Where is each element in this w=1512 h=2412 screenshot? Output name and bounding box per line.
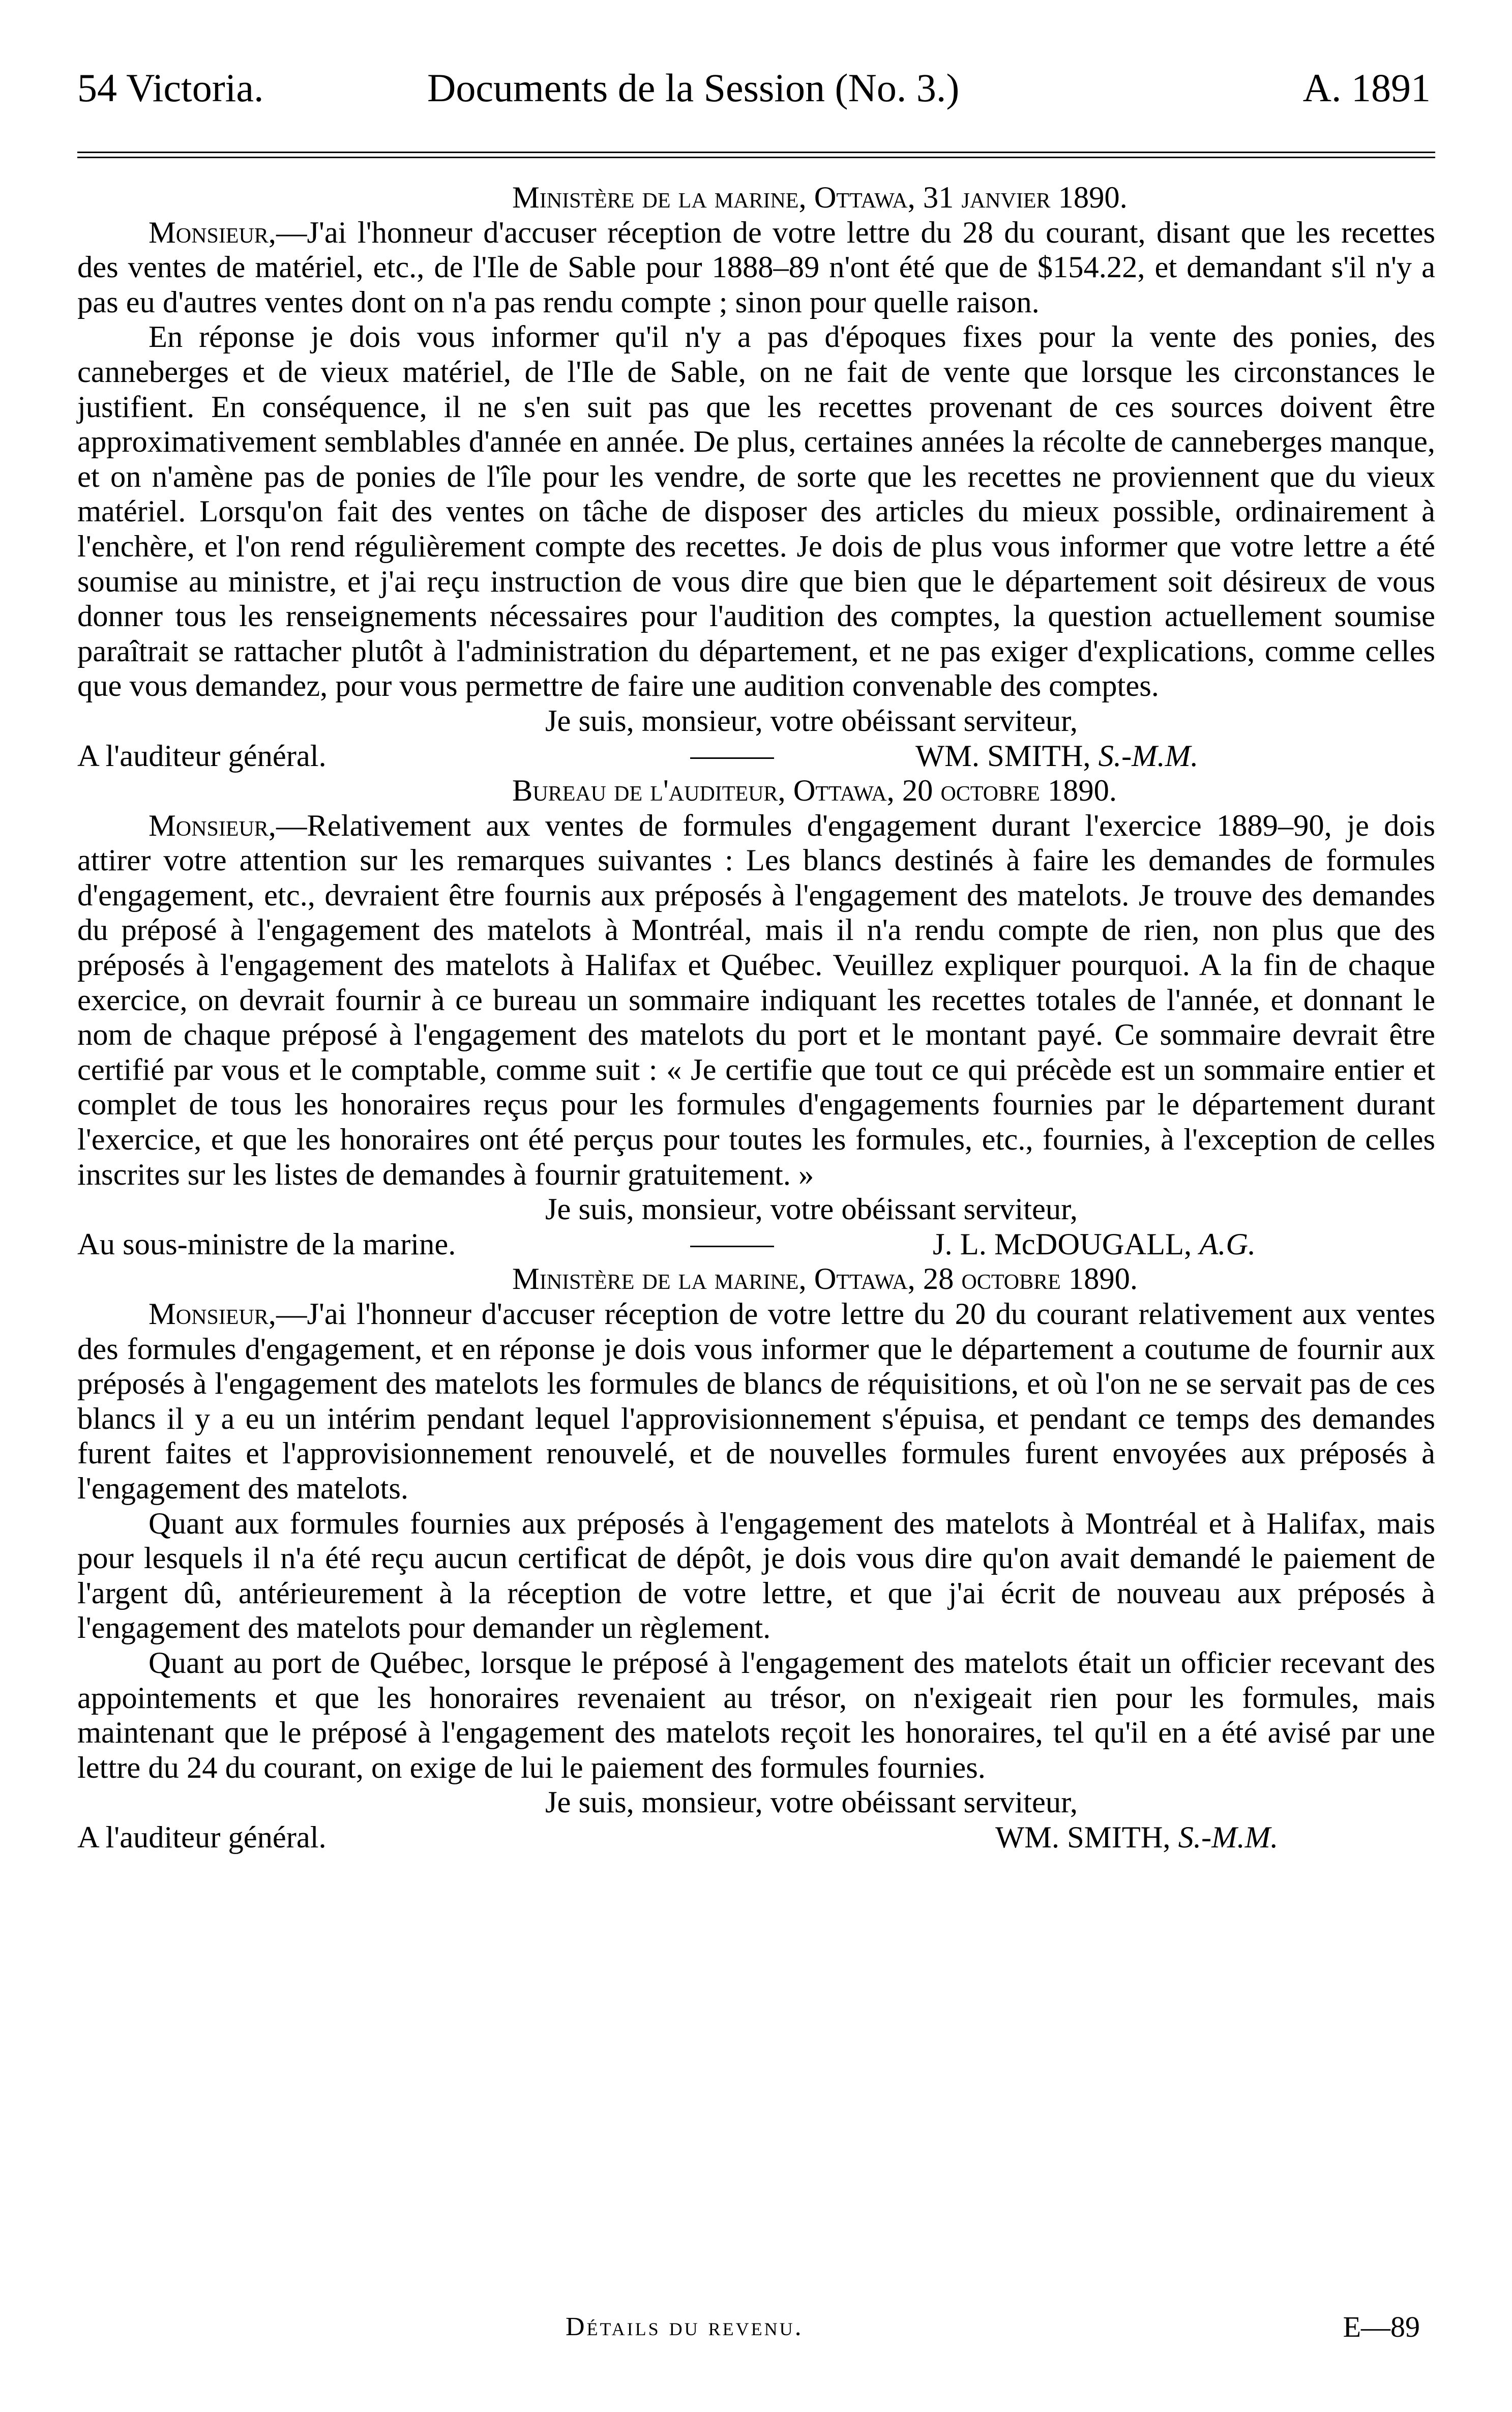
- letter1-separator-dash: [690, 757, 774, 759]
- letter1-salutation: Monsieur,: [149, 215, 276, 250]
- letter1-signature: [915, 739, 1198, 774]
- letter2-signer: J. L. McDOUGALL,: [933, 1227, 1192, 1261]
- letter1-signer-title: S.-M.M.: [1098, 739, 1199, 773]
- letter1-closing: Je suis, monsieur, votre obéissant serviteur,: [545, 703, 1078, 738]
- letter3-p1-text: —J'ai l'honneur d'accuser réception de votre lettre du 20 du courant relativement aux ventes des formules d'engagement, et en réponse je dois vous informer que le département a coutume de fournir aux préposés à l'engagement des matelots les formules de blancs de réquisitions, et où l'on ne se servait pas de ces blancs il y a eu un intérim pendant lequel l'approvisionnement s'épuisa, et pendant ce temps des demandes furent faites et l'approvisionnement renouvelé, et de nouvelles formules furent envoyées aux préposés à l'engagement des matelots.: [77, 1297, 1435, 1506]
- letter3-addressee: A l'auditeur général.: [77, 1820, 327, 1855]
- letter3-salutation: Monsieur,: [149, 1297, 276, 1331]
- header-rule-top: [77, 152, 1435, 153]
- header-year: A. 1891: [1302, 66, 1431, 110]
- letter1-addressee: A l'auditeur général.: [77, 739, 327, 773]
- letter2-signature: [933, 1227, 1256, 1262]
- letter2-dateline: Bureau de l'auditeur, Ottawa, 20 octobre 1890.: [512, 774, 1117, 808]
- letter2-signature-line: [77, 1227, 1435, 1262]
- letter3-closing: Je suis, monsieur, votre obéissant serviteur,: [545, 1785, 1078, 1820]
- header-session-year: 54 Victoria.: [77, 66, 264, 110]
- page-footer: [77, 2309, 1435, 2345]
- letter3-signature-line: [77, 1820, 1435, 1856]
- letter1-paragraph-1: [77, 216, 1435, 320]
- letter3-signer-title: S.-M.M.: [1178, 1820, 1279, 1855]
- letter2-signer-title: A.G.: [1199, 1227, 1256, 1261]
- letter3-paragraph-2: Quant aux formules fournies aux préposés à l'engagement des matelots à Montréal et à Halifax, mais pour lesquels il n'a été reçu aucun certificat de dépôt, je dois vous dire qu'on avait demandé le paiement de l'argent dû, antérieurement à la réception de votre lettre, et que j'ai écrit de nouveau aux préposés à l'engagement des matelots pour demander un règlement.: [77, 1506, 1435, 1645]
- letter3-signature: [995, 1820, 1278, 1856]
- footer-page-number: E—89: [1343, 2310, 1420, 2343]
- letter3-signer: WM. SMITH,: [995, 1820, 1171, 1855]
- document-body: [77, 181, 1435, 1856]
- letter3-paragraph-1: [77, 1297, 1435, 1507]
- header-document-title: Documents de la Session (No. 3.): [427, 66, 960, 110]
- letter2-salutation: Monsieur,: [149, 808, 276, 843]
- letter1-signature-line: [77, 739, 1435, 774]
- letter2-addressee: Au sous-ministre de la marine.: [77, 1227, 456, 1261]
- letter1-p1-text: —J'ai l'honneur d'accuser réception de votre lettre du 28 du courant, disant que les recettes des ventes de matériel, etc., de l'Ile de Sable pour 1888–89 n'ont été que de $154.22, et demandant s'il n'y a pas eu d'autres ventes dont on n'a pas rendu compte ; sinon pour quelle raison.: [77, 215, 1435, 319]
- footer-section-title: Détails du revenu.: [566, 2312, 804, 2341]
- letter2-separator-dash: [690, 1246, 774, 1247]
- letter1-dateline: Ministère de la marine, Ottawa, 31 janvier 1890.: [512, 181, 1128, 215]
- header-rule-bottom: [77, 157, 1435, 158]
- running-header: [0, 55, 1512, 121]
- letter3-paragraph-3: Quant au port de Québec, lorsque le préposé à l'engagement des matelots était un officier recevant des appointements et que les honoraires revenaient au trésor, on n'exigeait rien pour les formules, mais maintenant que le préposé à l'engagement des matelots reçoit les honoraires, tel qu'il en a été avisé par une lettre du 24 du courant, on exige de lui le paiement des formules fournies.: [77, 1645, 1435, 1785]
- letter1-signer: WM. SMITH,: [915, 739, 1091, 773]
- letter2-p1-text: —Relativement aux ventes de formules d'engagement durant l'exercice 1889–90, je dois attirer votre attention sur les remarques suivantes : Les blancs destinés à faire les demandes de formules d'engagement, etc., devraient être fournis aux préposés à l'engagement des matelots. Je trouve des demandes du préposé à l'engagement des matelots à Montréal, mais il n'a rendu compte de rien, non plus que des préposés à l'engagement des matelots à Halifax et Québec. Veuillez expliquer pourquoi. A la fin de chaque exercice, on devrait fournir à ce bureau un sommaire indiquant les recettes totales de l'année, et donnant le nom de chaque préposé à l'engagement des matelots du port et le montant payé. Ce sommaire devrait être certifié par vous et le comptable, comme suit : « Je certifie que tout ce qui précède est un sommaire entier et complet de tous les honoraires reçus pour les formules d'engagements fournies par le département durant l'exercice, et que les honoraires ont été perçus pour toutes les formules, etc., fournies, à l'exception de celles inscrites sur les listes de demandes à fournir gratuitement. »: [77, 808, 1435, 1192]
- letter2-paragraph-1: [77, 809, 1435, 1193]
- letter2-closing: Je suis, monsieur, votre obéissant serviteur,: [545, 1192, 1078, 1227]
- letter3-dateline: Ministère de la marine, Ottawa, 28 octobre 1890.: [512, 1262, 1138, 1297]
- letter1-paragraph-2: En réponse je dois vous informer qu'il n'y a pas d'époques fixes pour la vente des ponies, des canneberges et de vieux matériel, de l'Ile de Sable, on ne fait de vente que lorsque les circonstances le justifient. En conséquence, il ne s'en suit pas que les recettes provenant de ces sources doivent être approximativement semblables d'année en année. De plus, certaines années la récolte de canneberges manque, et on n'amène pas de ponies de l'île pour les vendre, de sorte que les recettes ne proviennent que du vieux matériel. Lorsqu'on fait des ventes on tâche de disposer des articles du mieux possible, ordinairement à l'enchère, et l'on rend régulièrement compte des recettes. Je dois de plus vous informer que votre lettre a été soumise au ministre, et j'ai reçu instruction de vous dire que bien que le département soit désireux de vous donner tous les renseignements nécessaires pour l'audition des comptes, la question actuellement soumise paraîtrait se rattacher plutôt à l'administration du département, et ne pas exiger d'explications, comme celles que vous demandez, pour vous permettre de faire une audition convenable des comptes.: [77, 320, 1435, 703]
